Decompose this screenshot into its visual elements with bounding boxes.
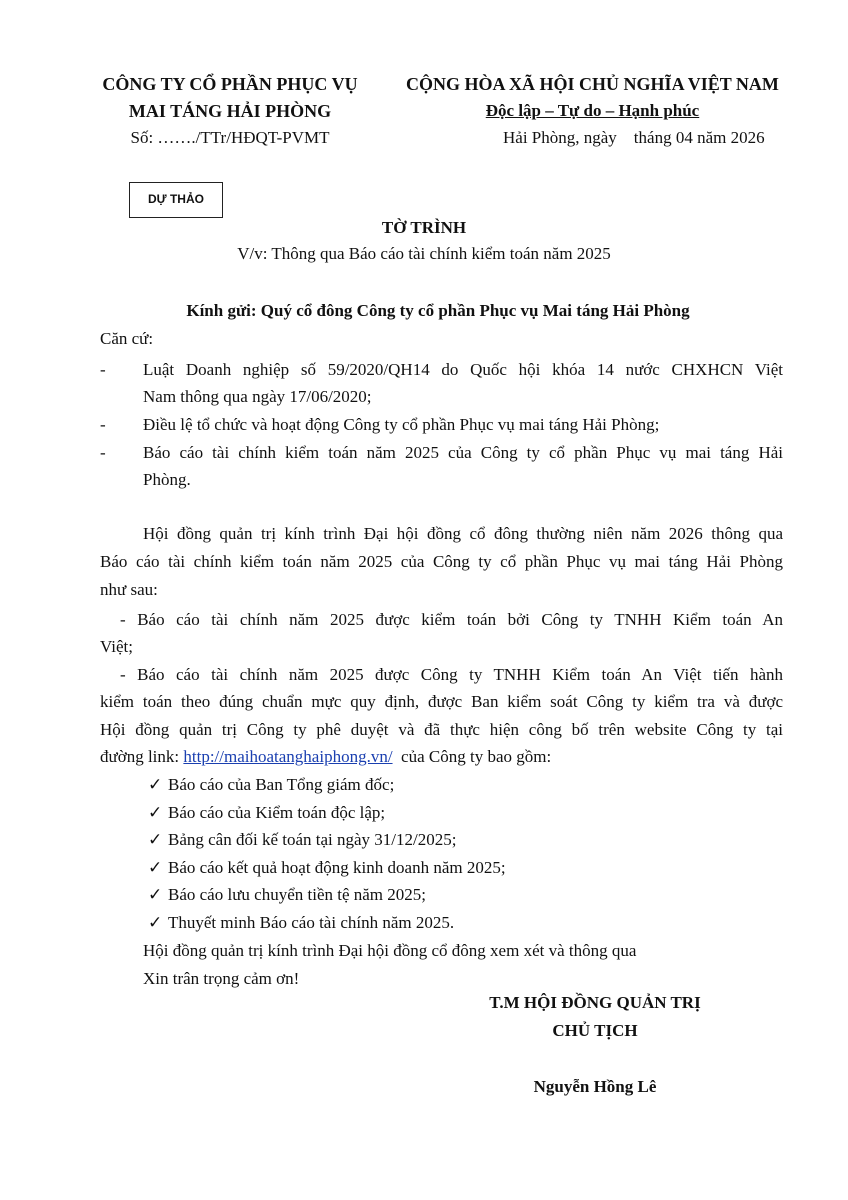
closing-thanks: Xin trân trọng cảm ơn!	[143, 969, 300, 988]
closing-request: Hội đồng quản trị kính trình Đại hội đồng cổ đông xem xét và thông qua	[143, 941, 637, 960]
check-icon: ✓	[148, 913, 163, 932]
check-icon: ✓	[148, 830, 163, 849]
checklist-text: Báo cáo của Kiểm toán độc lập;	[168, 803, 386, 822]
basis-item-1b: Nam thông qua ngày 17/06/2020;	[143, 387, 372, 406]
checklist-item	[148, 799, 385, 826]
signatory-name: Nguyễn Hồng Lê	[533, 1077, 657, 1096]
point-2-line-1: - Báo cáo tài chính năm 2025 được Công ty TNHH Kiểm toán An Việt tiến hành	[120, 665, 783, 684]
point-2-line-2: kiểm toán theo đúng chuẩn mực quy định, được Ban kiểm soát Công ty kiểm tra và được	[100, 692, 783, 711]
link-prefix: đường link:	[100, 747, 184, 766]
checklist-text: Thuyết minh Báo cáo tài chính năm 2025.	[168, 913, 455, 932]
bullet-dash: -	[100, 415, 106, 434]
checklist-text: Báo cáo của Ban Tổng giám đốc;	[168, 775, 395, 794]
bullet-dash: -	[100, 360, 106, 379]
website-link[interactable]: http://maihoatanghaiphong.vn/	[183, 747, 393, 766]
national-motto: Độc lập – Tự do – Hạnh phúc	[485, 101, 700, 120]
intro-line-1: Hội đồng quản trị kính trình Đại hội đồng cổ đông thường niên năm 2026 thông qua	[143, 524, 783, 543]
recipient-line: Kính gửi: Quý cổ đông Công ty cổ phần Phục vụ Mai táng Hải Phòng	[186, 301, 690, 320]
basis-item-2: Điều lệ tổ chức và hoạt động Công ty cổ phần Phục vụ mai táng Hải Phòng;	[143, 415, 660, 434]
basis-label: Căn cứ:	[100, 329, 154, 348]
company-name-line2: MAI TÁNG HẢI PHÒNG	[128, 101, 332, 121]
basis-item-3a: Báo cáo tài chính kiểm toán năm 2025 của Công ty cổ phần Phục vụ mai táng Hải	[143, 443, 783, 462]
republic-title: CỘNG HÒA XÃ HỘI CHỦ NGHĨA VIỆT NAM	[406, 74, 779, 94]
check-icon: ✓	[148, 775, 163, 794]
check-icon: ✓	[148, 803, 163, 822]
date-line: Hải Phòng, ngày tháng 04 năm 2026	[503, 128, 765, 147]
checklist-item	[148, 854, 506, 881]
signature-position: CHỦ TỊCH	[552, 1021, 638, 1040]
intro-line-2: Báo cáo tài chính kiểm toán năm 2025 của Công ty cổ phần Phục vụ mai táng Hải Phòng	[100, 552, 783, 571]
website-line	[100, 743, 551, 770]
checklist-item	[148, 881, 426, 908]
signature-title: T.M HỘI ĐỒNG QUẢN TRỊ	[489, 993, 701, 1012]
document-subject: V/v: Thông qua Báo cáo tài chính kiểm toán năm 2025	[237, 244, 611, 263]
link-suffix: của Công ty bao gồm:	[392, 747, 552, 766]
checklist-item	[148, 771, 394, 798]
point-1-line-2: Việt;	[100, 637, 133, 656]
basis-item-1a: Luật Doanh nghiệp số 59/2020/QH14 do Quốc hội khóa 14 nước CHXHCN Việt	[143, 360, 783, 379]
intro-line-3: như sau:	[100, 580, 158, 599]
check-icon: ✓	[148, 858, 163, 877]
document-number: Số: ……./TTr/HĐQT-PVMT	[130, 128, 330, 147]
point-1-line-1: - Báo cáo tài chính năm 2025 được kiểm toán bởi Công ty TNHH Kiểm toán An	[120, 610, 783, 629]
basis-item-3b: Phòng.	[143, 470, 191, 489]
checklist-text: Báo cáo kết quả hoạt động kinh doanh năm 2025;	[168, 858, 506, 877]
checklist-item	[148, 826, 456, 853]
point-2-line-3: Hội đồng quản trị Công ty phê duyệt và đã thực hiện công bố trên website Công ty tại	[100, 720, 783, 739]
draft-stamp: DỰ THẢO	[129, 182, 223, 218]
document-title: TỜ TRÌNH	[381, 218, 467, 237]
checklist-text: Bảng cân đối kế toán tại ngày 31/12/2025;	[168, 830, 457, 849]
company-name-line1: CÔNG TY CỔ PHẦN PHỤC VỤ	[102, 74, 358, 94]
check-icon: ✓	[148, 885, 163, 904]
checklist-item	[148, 909, 454, 936]
bullet-dash: -	[100, 443, 106, 462]
checklist-text: Báo cáo lưu chuyển tiền tệ năm 2025;	[168, 885, 427, 904]
